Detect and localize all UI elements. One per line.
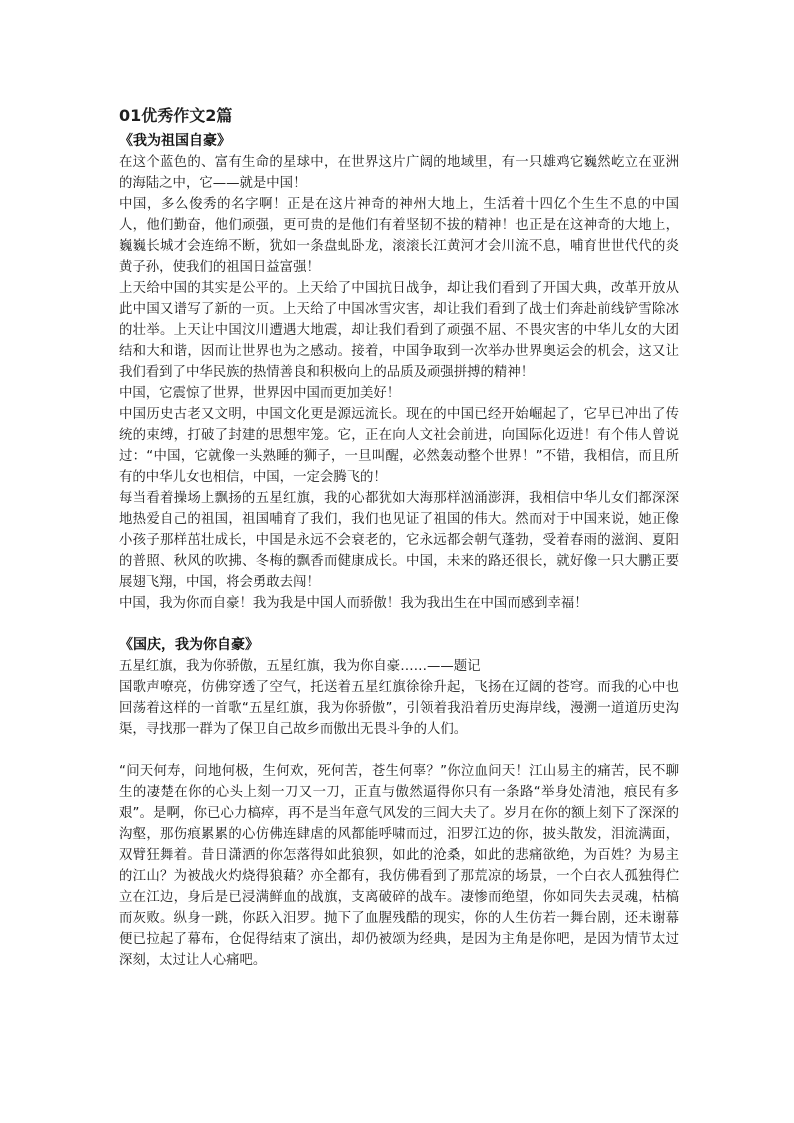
essay-paragraph: 中国，它震惊了世界，世界因中国而更加美好！ <box>119 386 401 401</box>
essay-paragraph: “问天何寿，问地何极，生何欢，死何苦，苍生何辜？”你泣血问天！江山易主的痛苦，民不聊生的凄楚在你的心头上刻一刀又一刀，正直与傲然逼得你只有一条路“举身处清池，痕民有多艰”。是啊，你已心力槁瘁，再不是当年意气风发的三闾大夫了。岁月在你的额上刻下了深深的沟壑，那伤痕累累的心仿佛连肆虐的风都能呼啸而过，汨罗江边的你，披头散发，泪流满面，双臂狂舞着。昔日潇洒的你怎落得如此狼狈，如此的沧桑，如此的悲痛欲绝，为百姓？为易主的江山？为被战火灼烧得狼藉？亦全都有，我仿佛看到了那荒凉的场景，一个白衣人孤独得伫立在江边，身后是已浸满鲜血的战旗，支离破碎的战车。凄惨而绝望，你如同失去灵魂，枯槁而灰败。纵身一跳，你跃入汨罗。抛下了血腥残酷的现实，你的人生仿若一舞台剧，还未谢幕便已拉起了幕布，仓促得结束了演出，却仍被颂为经典，是因为主角是你吧，是因为情节太过深刻，太过让人心痛吧。 <box>119 764 679 968</box>
essay-paragraph: 中国，多么俊秀的名字啊！正是在这片神奇的神州大地上，生活着十四亿个生生不息的中国人，他们勤奋，他们顽强，更可贵的是他们有着坚韧不拔的精神！也正是在这神奇的大地上，巍巍长城才会连绵不断，犹如一条盘虬卧龙，滚滚长江黄河才会川流不息，哺育世世代代的炎黄子孙，使我们的祖国日益富强！ <box>119 197 679 275</box>
paragraph-spacer <box>119 740 679 761</box>
essay-paragraph: 中国，我为你而自豪！我为我是中国人而骄傲！我为我出生在中国而感到幸福！ <box>119 596 588 611</box>
essay-paragraph: 中国历史古老又文明，中国文化更是源远流长。现在的中国已经开始崛起了，它早已冲出了传统的束缚，打破了封建的思想牢笼。它，正在向人文社会前进，向国际化迈进！有个伟人曾说过：“中国，它就像一头熟睡的狮子，一旦叫醒，必然轰动整个世界！”不错，我相信，而且所有的中华儿女也相信，中国，一定会腾飞的！ <box>119 407 679 485</box>
essay-paragraph: 每当看着操场上飘扬的五星红旗，我的心都犹如大海那样汹涌澎湃，我相信中华儿女们都深深地热爱自己的祖国，祖国哺育了我们，我们也见证了祖国的伟大。然而对于中国来说，她正像小孩子那样茁壮成长，中国是永远不会衰老的，它永远都会朝气蓬勃，受着春雨的滋润、夏阳的普照、秋风的吹拂、冬梅的飘香而健康成长。中国，未来的路还很长，就好像一只大鹏正要展翅飞翔，中国，将会勇敢去闯！ <box>119 491 679 590</box>
document-page <box>119 105 679 971</box>
essay-title: 《国庆，我为你自豪》 <box>119 637 259 653</box>
document-title: 01优秀作文2篇 <box>119 106 233 125</box>
essay-2 <box>119 635 679 971</box>
essay-title: 《我为祖国自豪》 <box>119 133 231 149</box>
section-spacer <box>119 614 679 635</box>
essay-1 <box>119 131 679 614</box>
essay-paragraph: 国歌声嘹亮，仿佛穿透了空气，托送着五星红旗徐徐升起，飞扬在辽阔的苍穹。而我的心中也回荡着这样的一首歌“五星红旗，我为你骄傲”，引领着我沿着历史海岸线，漫溯一道道历史沟渠，寻找那一群为了保卫自己故乡而傲出无畏斗争的人们。 <box>119 680 679 737</box>
essay-paragraph: 在这个蓝色的、富有生命的星球中，在世界这片广阔的地域里，有一只雄鸡它巍然屹立在亚洲的海陆之中，它——就是中国！ <box>119 155 679 191</box>
essay-paragraph: 五星红旗，我为你骄傲，五星红旗，我为你自豪……——题记 <box>119 659 481 674</box>
essay-paragraph: 上天给中国的其实是公平的。上天给了中国抗日战争，却让我们看到了开国大典，改革开放从此中国又谱写了新的一页。上天给了中国冰雪灾害，却让我们看到了战士们奔赴前线铲雪除冰的壮举。上天让中国汶川遭遇大地震，却让我们看到了顽强不屈、不畏灾害的中华儿女的大团结和大和谐，因而让世界也为之感动。接着，中国争取到一次举办世界奥运会的机会，这又让我们看到了中华民族的热情善良和积极向上的品质及顽强拼搏的精神！ <box>119 281 679 380</box>
